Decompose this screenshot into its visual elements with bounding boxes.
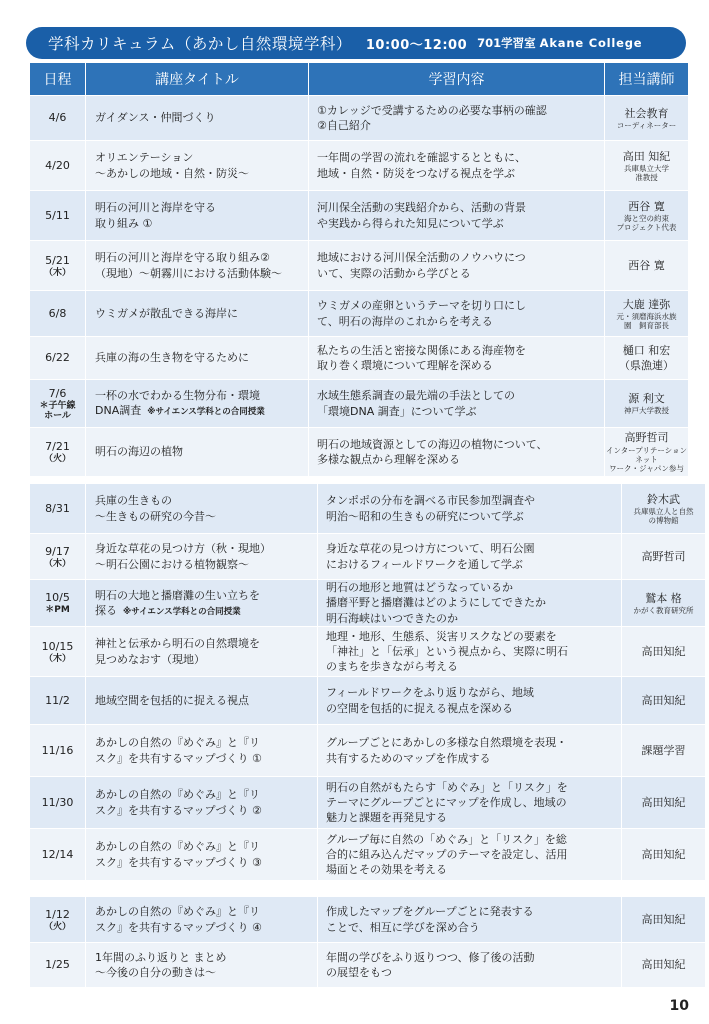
lecturer (605, 291, 689, 337)
lecture-title (86, 627, 318, 677)
lecture-content-text: グループ毎に自然の「めぐみ」と「リスク」を総 合的に組み込んだマップのテーマを設定し、活用 場面とその効果を考える (326, 832, 568, 877)
lecture-title (86, 428, 309, 477)
column-header-date: 日程 (30, 63, 86, 96)
table-row (30, 96, 689, 141)
lecturer-name: 高野哲司 (641, 549, 686, 563)
lecture-content (309, 291, 605, 337)
lecture-title-text: オリエンテーション 〜あかしの地域・自然・防災〜 (95, 151, 249, 180)
schedule-date (30, 96, 86, 141)
schedule-date (30, 677, 86, 725)
table-row (30, 897, 706, 943)
table-row (30, 141, 689, 191)
lecture-content-text: タンポポの分布を調べる市民参加型調査や 明治〜昭和の生きもの研究について学ぶ (326, 494, 535, 523)
schedule-date (30, 291, 86, 337)
lecturer (622, 627, 706, 677)
joint-class-tag: ※サイエンス学科との合同授業 (123, 606, 241, 617)
lecture-title-text: 明石の河川と海岸を守る取り組み② （現地）〜朝霧川における活動体験〜 (95, 251, 282, 280)
lecture-title-text: 明石の大地と播磨灘の生い立ちを 探る (95, 588, 260, 617)
lecture-title-text: 1年間のふり返りと まとめ 〜今後の自分の動きは〜 (95, 950, 227, 979)
date-note: （火） (43, 921, 71, 932)
lecture-content-text: 明石の地域資源としての海辺の植物について、 多様な観点から理解を深める (317, 437, 548, 466)
table-row (30, 241, 689, 291)
lecturer-name: 高田知紀 (641, 693, 686, 707)
date-text: 11/30 (41, 795, 74, 809)
lecturer-name: 社会教育 (624, 106, 669, 120)
date-text: 12/14 (41, 847, 74, 861)
lecturer (622, 677, 706, 725)
lecture-title (86, 534, 318, 580)
lecturer-name: 源 利文 (628, 392, 665, 406)
lecturer-name: 西谷 寛 (628, 199, 665, 213)
college-name: Akane College (539, 36, 643, 50)
lecturer (605, 241, 689, 291)
date-text: 1/12 (45, 907, 70, 921)
date-text: 5/21 (45, 253, 70, 267)
lecture-content (318, 580, 622, 627)
lecture-content-text: ①カレッジで受講するための必要な事柄の確認 ②自己紹介 (317, 103, 547, 132)
lecturer (622, 580, 706, 627)
lecture-title (86, 96, 309, 141)
lecture-content (318, 777, 622, 829)
schedule-date (30, 627, 86, 677)
lecture-title (86, 291, 309, 337)
schedule-date (30, 829, 86, 881)
date-text: 11/2 (45, 693, 70, 707)
lecture-content (309, 380, 605, 428)
lecture-content (318, 829, 622, 881)
lecturer-name: 高田知紀 (641, 912, 686, 926)
lecture-content-text: 地域における河川保全活動のノウハウにつ いて、実際の活動から学びとる (317, 251, 526, 280)
date-text: 4/6 (48, 111, 67, 125)
lecture-title-text: 一杯の水でわかる生物分布・環境 DNA調査 (95, 389, 260, 418)
schedule-table-winter (30, 897, 706, 988)
date-text: 4/20 (45, 158, 70, 172)
lecture-content (318, 677, 622, 725)
lecturer-name: 高野哲司 (624, 431, 669, 445)
lecture-content-text: 明石の自然がもたらす「めぐみ」と「リスク」を テーマにグループごとにマップを作成し、地域の 魅力と課題を再発見する (326, 780, 568, 825)
lecturer (622, 725, 706, 777)
lecture-title-text: 明石の河川と海岸を守る 取り組み ① (95, 201, 216, 230)
joint-class-tag: ※サイエンス学科との合同授業 (147, 407, 265, 418)
header-banner (26, 27, 686, 59)
column-header-lecturer: 担当講師 (605, 63, 689, 96)
lecture-title-text: あかしの自然の『めぐみ』と『リ スク』を共有するマップづくり ② (95, 788, 262, 817)
page-number: 10 (669, 998, 689, 1014)
table-row (30, 725, 706, 777)
lecture-title (86, 337, 309, 380)
schedule-date (30, 241, 86, 291)
lecture-content (309, 96, 605, 141)
schedule-date (30, 337, 86, 380)
lecture-content-text: 水域生態系調査の最先端の手法としての 「環境DNA 調査」について学ぶ (317, 389, 515, 418)
table-row (30, 337, 689, 380)
lecture-title (86, 829, 318, 881)
date-note: ＊PM (45, 605, 70, 616)
lecture-content (318, 943, 622, 988)
lecturer-affiliation: 元・須磨海浜水族 園 飼育部長 (616, 311, 677, 331)
lecturer (622, 897, 706, 943)
date-text: 7/21 (45, 440, 70, 454)
lecturer (605, 141, 689, 191)
table-row (30, 380, 689, 428)
column-header-title: 講座タイトル (86, 63, 309, 96)
schedule-date (30, 897, 86, 943)
date-text: 6/8 (48, 306, 67, 320)
table-row (30, 580, 706, 627)
class-room: 701学習室 (477, 36, 536, 50)
lecturer-name: 高田知紀 (641, 847, 686, 861)
lecturer-name: 樋口 和宏 （県漁連） (619, 343, 674, 372)
table-row (30, 191, 689, 241)
lecture-content-text: 年間の学びをふり返りつつ、修了後の活動 の展望をもつ (326, 950, 535, 979)
lecture-title-text: 兵庫の海の生き物を守るために (95, 351, 249, 365)
lecture-content-text: 地理・地形、生態系、災害リスクなどの要素を 「神社」と「伝承」という視点から、実際に明石 のまちを歩きながら考える (326, 629, 568, 674)
table-row (30, 484, 706, 534)
lecture-title (86, 725, 318, 777)
schedule-date (30, 943, 86, 988)
schedule-table-spring (30, 63, 689, 477)
lecturer-affiliation: 海と空の約束 プロジェクト代表 (616, 213, 677, 233)
table-row (30, 829, 706, 881)
date-text: 6/22 (45, 351, 70, 365)
schedule-date (30, 191, 86, 241)
lecturer (605, 380, 689, 428)
table-row (30, 534, 706, 580)
class-time: 10:00〜12:00 (365, 37, 468, 53)
lecture-title (86, 191, 309, 241)
table-header-row (30, 63, 689, 96)
date-note: （木） (43, 558, 71, 569)
lecturer-name: 高田知紀 (641, 644, 686, 658)
lecture-title-text: 地域空間を包括的に捉える視点 (95, 693, 249, 707)
table-row (30, 677, 706, 725)
lecture-content (309, 241, 605, 291)
lecture-title (86, 943, 318, 988)
lecturer-name: 高田知紀 (641, 795, 686, 809)
lecturer (622, 534, 706, 580)
lecture-title (86, 141, 309, 191)
lecturer (605, 428, 689, 477)
schedule-date (30, 428, 86, 477)
schedule-date (30, 484, 86, 534)
table-row (30, 777, 706, 829)
lecture-content (309, 337, 605, 380)
lecturer (622, 829, 706, 881)
lecture-title (86, 677, 318, 725)
lecturer-name: 課題学習 (641, 743, 686, 757)
lecture-title-text: 兵庫の生きもの 〜生きもの研究の今昔〜 (95, 494, 216, 523)
table-row (30, 943, 706, 988)
table-row (30, 428, 689, 477)
date-note: （木） (43, 267, 71, 278)
lecture-content (309, 191, 605, 241)
lecture-content-text: 作成したマップをグループごとに発表する ことで、相互に学びを深め合う (326, 905, 534, 934)
lecture-content (309, 141, 605, 191)
lecture-title (86, 380, 309, 428)
lecture-title (86, 897, 318, 943)
lecture-content (318, 534, 622, 580)
lecturer-affiliation: コーディネーター (616, 120, 677, 130)
lecture-title-text: あかしの自然の『めぐみ』と『リ スク』を共有するマップづくり ③ (95, 840, 262, 869)
lecture-content-text: フィールドワークをふり返りながら、地域 の空間を包括的に捉える視点を深める (326, 686, 534, 715)
lecture-title (86, 777, 318, 829)
lecturer-name: 西谷 寛 (628, 258, 665, 272)
table-row (30, 291, 689, 337)
lecture-title-text: あかしの自然の『めぐみ』と『リ スク』を共有するマップづくり ④ (95, 905, 262, 934)
lecture-title-text: 身近な草花の見つけ方（秋・現地） 〜明石公園における植物観察〜 (95, 542, 271, 571)
lecturer-name: 大鹿 達弥 (622, 297, 671, 311)
lecture-title-text: ガイダンス・仲間づくり (95, 111, 216, 125)
lecturer-affiliation: 兵庫県立人と自然 の博物館 (633, 506, 694, 526)
date-note: （火） (43, 454, 71, 465)
date-text: 10/5 (45, 591, 70, 605)
schedule-date (30, 725, 86, 777)
date-text: 10/15 (41, 639, 74, 653)
lecture-content-text: 身近な草花の見つけ方について、明石公園 におけるフィールドワークを通して学ぶ (326, 542, 535, 571)
schedule-date (30, 580, 86, 627)
lecturer (622, 777, 706, 829)
date-note: ＊子午線 ホール (39, 400, 76, 422)
lecture-content-text: 河川保全活動の実践紹介から、活動の背景 や実践から得られた知見について学ぶ (317, 201, 526, 230)
schedule-date (30, 777, 86, 829)
lecture-content (309, 428, 605, 477)
lecture-content-text: ウミガメの産卵というテーマを切り口にし て、明石の海岸のこれからを考える (317, 299, 526, 328)
lecturer-name: 鈴木武 (647, 492, 680, 506)
lecture-content-text: 私たちの生活と密接な関係にある海産物を 取り巻く環境について理解を深める (317, 343, 526, 372)
lecturer-name: 鷲本 格 (645, 591, 682, 605)
date-text: 11/16 (41, 743, 74, 757)
date-text: 9/17 (45, 544, 70, 558)
lecturer-affiliation: 兵庫県立大学 准教授 (624, 163, 669, 183)
lecture-title-text: 神社と伝承から明石の自然環境を 見つめなおす（現地） (95, 637, 260, 666)
lecturer-name: 高田 知紀 (622, 149, 671, 163)
lecture-content (318, 484, 622, 534)
lecturer-affiliation: 神戸大学教授 (624, 406, 669, 416)
lecturer (622, 484, 706, 534)
lecture-title-text: 明石の海辺の植物 (95, 445, 183, 459)
date-text: 8/31 (45, 501, 70, 515)
date-text: 7/6 (48, 386, 67, 400)
lecturer (622, 943, 706, 988)
lecturer (605, 337, 689, 380)
lecture-content-text: 一年間の学習の流れを確認するとともに、 地域・自然・防災をつなげる視点を学ぶ (317, 151, 526, 180)
date-note: （木） (43, 653, 71, 664)
column-header-content: 学習内容 (309, 63, 605, 96)
lecturer-affiliation: かがく教育研究所 (633, 605, 694, 615)
table-row (30, 627, 706, 677)
lecture-content-text: 明石の地形と地質はどうなっているか 播磨平野と播磨灘はどのようにしてできたか 明石海峡はいつできたのか (326, 581, 546, 625)
lecture-content (318, 725, 622, 777)
lecturer-affiliation: インタープリテーションネット ワーク・ジャパン参与 (605, 445, 688, 474)
lecture-title (86, 484, 318, 534)
schedule-date (30, 141, 86, 191)
date-text: 5/11 (45, 208, 70, 222)
schedule-date (30, 380, 86, 428)
lecturer (605, 96, 689, 141)
lecture-content (318, 897, 622, 943)
lecture-title-text: あかしの自然の『めぐみ』と『リ スク』を共有するマップづくり ① (95, 736, 262, 765)
schedule-date (30, 534, 86, 580)
lecture-content (318, 627, 622, 677)
date-text: 1/25 (45, 958, 70, 972)
lecture-title-text: ウミガメが散乱できる海岸に (95, 306, 238, 320)
lecturer (605, 191, 689, 241)
lecturer-name: 高田知紀 (641, 958, 686, 972)
lecture-title (86, 580, 318, 627)
lecture-content-text: グループごとにあかしの多様な自然環境を表現・ 共有するためのマップを作成する (326, 736, 568, 765)
schedule-table-autumn (30, 484, 706, 881)
page-title: 学科カリキュラム（あかし自然環境学科） (48, 35, 352, 53)
lecture-title (86, 241, 309, 291)
